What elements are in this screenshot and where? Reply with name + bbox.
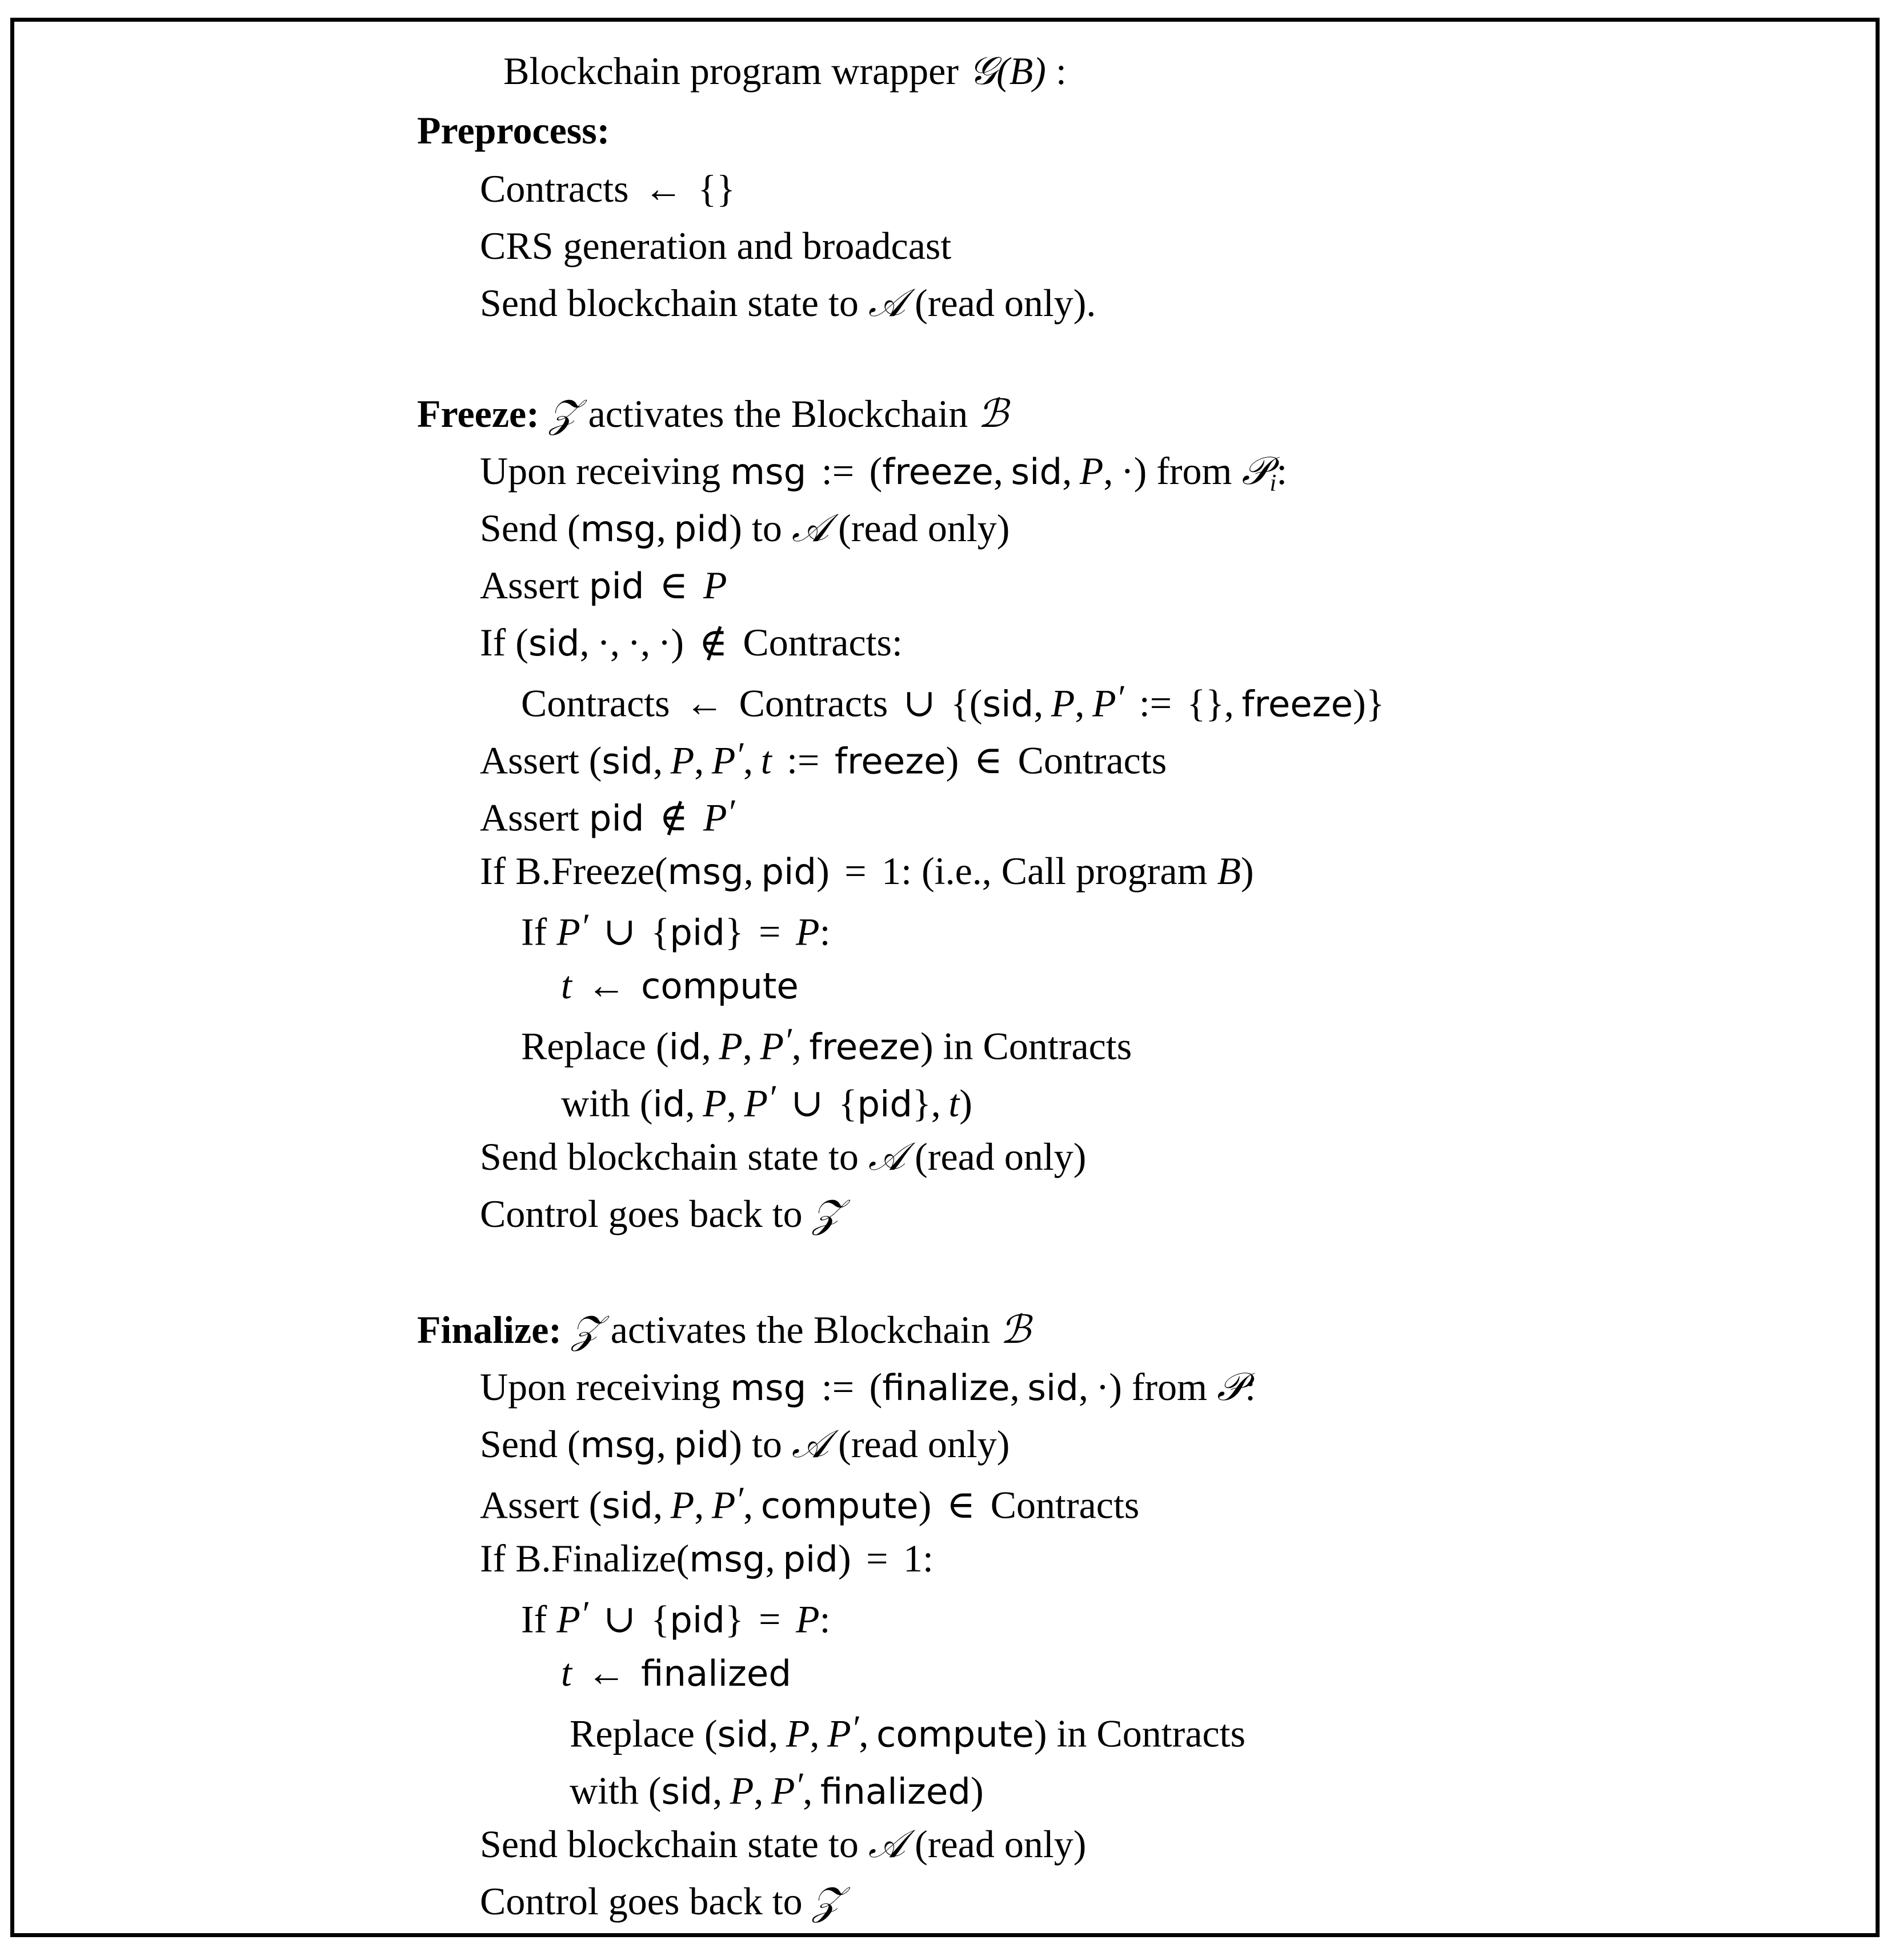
script-z-symbol: 𝒵	[812, 1191, 842, 1237]
line-contracts-init: Contracts ← {}	[480, 167, 735, 210]
script-g-symbol: 𝒢	[968, 49, 997, 94]
line-assert-tuple-freeze: Assert (sid, P, P′, t := freeze) ∈ Contracts	[480, 735, 1167, 782]
title-close-paren: )	[1033, 49, 1046, 93]
freeze-heading-label: Freeze:	[417, 392, 539, 435]
preprocess-heading-label: Preprocess:	[417, 109, 610, 152]
title-open-paren: (	[996, 49, 1009, 93]
section-heading-finalize: Finalize: 𝒵 activates the Blockchain ℬ	[417, 1307, 1031, 1353]
section-heading-preprocess	[417, 111, 610, 150]
script-z-symbol: 𝒵	[548, 391, 579, 437]
line-if-union-equals-p-finalize: If P′ ∪ {pid} = P:	[521, 1594, 831, 1641]
script-p-symbol: 𝒫	[1217, 1365, 1245, 1410]
line-with-freeze: with (id, P, P′ ∪ {pid}, t)	[561, 1078, 972, 1125]
line-assert-tuple-compute: Assert (sid, P, P′, compute) ∈ Contracts	[480, 1479, 1140, 1527]
line-control-back-finalize: Control goes back to 𝒵	[480, 1879, 842, 1924]
line-send-msg-freeze: Send (msg, pid) to 𝒜 (read only)	[480, 506, 1010, 551]
line-send-state-preprocess: Send blockchain state to 𝒜 (read only).	[480, 281, 1096, 326]
script-b-symbol: ℬ	[977, 391, 1008, 437]
line-contracts-union-add: Contracts ← Contracts ∪ {(sid, P, P′ := {}, freeze)}	[521, 678, 1385, 725]
script-a-symbol: 𝒜	[868, 1134, 906, 1179]
script-a-symbol: 𝒜	[791, 1422, 829, 1467]
algorithm-content	[14, 22, 1876, 1933]
script-z-symbol: 𝒵	[571, 1307, 601, 1353]
title-colon: :	[1055, 49, 1067, 93]
line-if-b-finalize: If B.Finalize(msg, pid) = 1:	[480, 1537, 934, 1580]
algorithm-box-frame	[10, 18, 1880, 1937]
line-if-b-freeze: If B.Freeze(msg, pid) = 1: (i.e., Call program B)	[480, 849, 1254, 893]
line-crs-generation: CRS generation and broadcast	[480, 224, 952, 267]
line-send-state-finalize: Send blockchain state to 𝒜 (read only)	[480, 1822, 1087, 1867]
title-var-b: B	[1009, 49, 1033, 93]
finalize-heading-label: Finalize:	[417, 1308, 562, 1351]
line-send-state-freeze: Send blockchain state to 𝒜 (read only)	[480, 1134, 1087, 1179]
line-assert-pid-in-p: Assert pid ∈ P	[480, 563, 727, 607]
line-replace-finalize: Replace (sid, P, P′, compute) in Contracts	[570, 1708, 1246, 1755]
line-upon-receiving-finalize: Upon receiving msg := (finalize, sid, ·) from 𝒫:	[480, 1365, 1256, 1410]
line-replace-freeze: Replace (id, P, P′, freeze) in Contracts	[521, 1021, 1132, 1068]
line-control-back-freeze: Control goes back to 𝒵	[480, 1191, 842, 1237]
line-assert-pid-not-in-pprime: Assert pid ∉ P′	[480, 792, 735, 839]
script-a-symbol: 𝒜	[868, 1822, 906, 1867]
script-p-symbol: 𝒫	[1241, 449, 1270, 494]
title-prefix: Blockchain program wrapper	[503, 49, 959, 93]
line-if-union-equals-p-freeze: If P′ ∪ {pid} = P:	[521, 906, 831, 954]
page-title	[14, 49, 1876, 94]
script-a-symbol: 𝒜	[791, 506, 829, 551]
line-t-assign-finalized: t ← finalized	[561, 1651, 792, 1694]
script-z-symbol: 𝒵	[812, 1879, 842, 1924]
line-if-sid-not-in-contracts: If (sid, ·, ·, ·) ∉ Contracts:	[480, 621, 903, 664]
script-a-symbol: 𝒜	[868, 281, 906, 326]
line-upon-receiving-freeze: Upon receiving msg := (freeze, sid, P, ·) from 𝒫$_i$:	[480, 449, 1288, 497]
script-b-symbol: ℬ	[1000, 1307, 1031, 1353]
line-t-assign-compute: t ← compute	[561, 963, 799, 1007]
line-with-finalize: with (sid, P, P′, finalized)	[570, 1765, 984, 1813]
line-send-msg-finalize: Send (msg, pid) to 𝒜 (read only)	[480, 1422, 1010, 1467]
section-heading-freeze: Freeze: 𝒵 activates the Blockchain ℬ	[417, 391, 1008, 437]
